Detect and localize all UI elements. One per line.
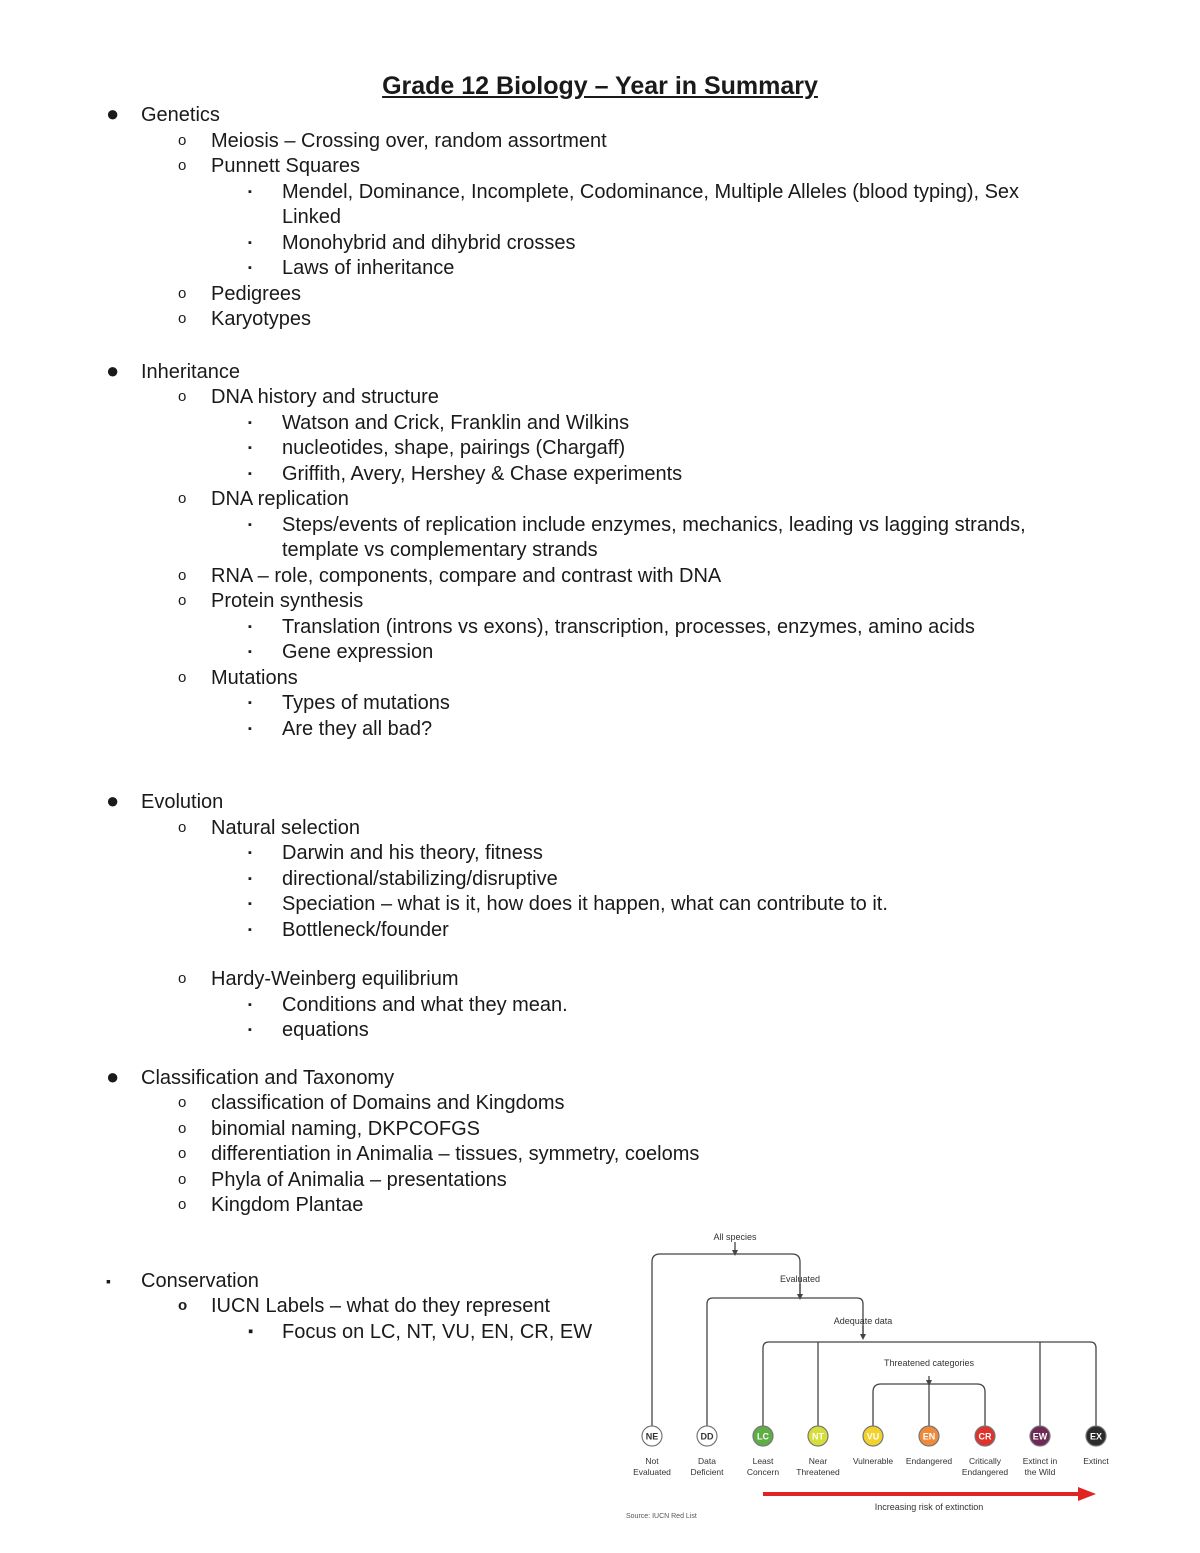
iucn-code-lc: LC	[757, 1431, 769, 1442]
outline-marker-level-3: ▪	[248, 1322, 254, 1340]
iucn-code-dd: DD	[700, 1431, 714, 1442]
iucn-name-line1: Critically	[968, 1456, 1002, 1466]
outline-marker-level-2: o	[178, 1145, 187, 1162]
outline-marker-level-3: ▪	[248, 518, 252, 531]
outline-marker-level-3: ▪	[248, 847, 252, 859]
outline-item-level-3: Focus on LC, NT, VU, EN, CR, EW	[282, 1320, 593, 1343]
iucn-code-ew: EW	[1032, 1431, 1048, 1442]
outline-marker-level-3: ▪	[248, 872, 252, 885]
outline-marker-level-2: o	[178, 1196, 187, 1213]
iucn-name-line1: Endangered	[905, 1456, 953, 1466]
outline-item-level-2: Hardy-Weinberg equilibrium	[211, 968, 459, 990]
outline-marker-level-2: o	[178, 970, 187, 987]
outline-item-level-3: Steps/events of replication include enzymes, mechanics, leading vs lagging strands,	[282, 513, 1026, 536]
risk-label: Increasing risk of extinction	[874, 1502, 984, 1512]
outline-item-level-2: binomial naming, DKPCOFGS	[211, 1117, 480, 1140]
iucn-code-vu: VU	[866, 1431, 880, 1442]
iucn-name-line1: Near	[808, 1456, 828, 1466]
outline-item-level-2: Natural selection	[211, 816, 360, 839]
outline-item-level-2: Mutations	[211, 666, 298, 689]
source-label: Source: IUCN Red List	[626, 1513, 697, 1520]
outline-item-level-3: Griffith, Avery, Hershey & Chase experiments	[282, 462, 683, 485]
outline-marker-level-3: ▪	[248, 185, 252, 198]
iucn-name-line1: Not	[645, 1456, 659, 1466]
threatened-categories-label: Threatened categories	[883, 1358, 975, 1368]
outline-marker-level-2: o	[178, 668, 187, 686]
outline-item-level-2: DNA history and structure	[211, 386, 439, 408]
outline-marker-level-2: o	[178, 1094, 187, 1111]
outline-item-level-3: Monohybrid and dihybrid crosses	[282, 231, 576, 254]
iucn-name-line2: Concern	[746, 1467, 780, 1477]
outline-item-level-3: Translation (introns vs exons), transcription, processes, enzymes, amino acids	[282, 615, 975, 638]
iucn-code-nt: NT	[812, 1431, 824, 1442]
outline-marker-level-3: ▪	[248, 697, 252, 709]
outline-marker-level-3: ▪	[248, 416, 252, 429]
adequate-data-label: Adequate data	[833, 1316, 893, 1326]
outline-item-level-2: Meiosis – Crossing over, random assortment	[211, 129, 607, 152]
outline-item-level-1: Inheritance	[141, 360, 240, 383]
outline-item-level-3: Darwin and his theory, fitness	[282, 842, 543, 864]
document-title: Grade 12 Biology – Year in Summary	[382, 72, 818, 100]
outline-item-level-3: Are they all bad?	[282, 717, 433, 740]
risk-arrow-head	[1078, 1487, 1096, 1501]
iucn-name-line2: the Wild	[1024, 1467, 1056, 1477]
all-species-label: All species	[713, 1232, 757, 1242]
iucn-name-line2: Threatened	[796, 1467, 840, 1477]
outline-item-level-2: Phyla of Animalia – presentations	[211, 1168, 507, 1191]
outline-marker-level-3: ▪	[248, 998, 252, 1011]
outline-marker-level-2: o	[178, 131, 187, 149]
outline-marker-level-3: ▪	[248, 262, 252, 274]
iucn-name-line2: Evaluated	[633, 1467, 671, 1477]
outline-marker-level-1: ●	[106, 788, 120, 813]
iucn-code-en: EN	[922, 1431, 936, 1442]
outline-item-level-2: Kingdom Plantae	[211, 1194, 364, 1216]
outline-item-level-3: Mendel, Dominance, Incomplete, Codominance, Multiple Alleles (blood typing), Sex	[282, 180, 1020, 203]
outline-item-level-2: Protein synthesis	[211, 590, 364, 612]
outline-marker-level-2: o	[178, 310, 187, 327]
outline-marker-level-2: o	[178, 388, 187, 405]
iucn-code-cr: CR	[978, 1431, 992, 1442]
outline-marker-level-2: o	[178, 592, 187, 609]
outline-marker-level-3: ▪	[248, 646, 252, 658]
iucn-name-line2: Endangered	[961, 1467, 1009, 1477]
outline-marker-level-1: ▪	[106, 1272, 111, 1289]
outline-marker-level-3: ▪	[248, 442, 252, 454]
outline-item-level-1: Evolution	[141, 791, 224, 813]
outline-item-level-3: Gene expression	[282, 641, 434, 663]
iucn-name-line1: Data	[698, 1456, 716, 1466]
iucn-categories-diagram	[618, 1226, 1118, 1526]
outline-item-level-3: Watson and Crick, Franklin and Wilkins	[282, 411, 630, 434]
outline-marker-level-2: o	[178, 818, 187, 836]
outline-marker-level-1: ●	[106, 1063, 120, 1089]
outline-item-level-1: Conservation	[141, 1269, 259, 1292]
outline-item-level-3: Linked	[282, 206, 341, 228]
outline-marker-level-2: o	[178, 1119, 187, 1137]
iucn-name-line1: Extinct	[1083, 1456, 1109, 1466]
outline-marker-level-2: o	[178, 566, 187, 584]
outline-item-level-3: template vs complementary strands	[282, 539, 598, 561]
outline-item-level-3: Speciation – what is it, how does it happen, what can contribute to it.	[282, 893, 888, 915]
outline-item-level-3: Bottleneck/founder	[282, 918, 449, 941]
outline-marker-level-1: ●	[106, 101, 120, 126]
outline-marker-level-3: ▪	[248, 1024, 252, 1036]
outline-marker-level-2: o	[178, 490, 187, 507]
outline-marker-level-1: ●	[106, 357, 120, 383]
outline-marker-level-3: ▪	[248, 467, 252, 480]
evaluated-label: Evaluated	[779, 1274, 821, 1284]
outline-item-level-2: differentiation in Animalia – tissues, symmetry, coeloms	[211, 1143, 700, 1165]
outline-marker-level-3: ▪	[248, 236, 252, 249]
outline-item-level-1: Classification and Taxonomy	[141, 1066, 395, 1089]
outline-item-level-3: Laws of inheritance	[282, 257, 455, 279]
outline-item-level-2: DNA replication	[211, 488, 349, 510]
iucn-code-ex: EX	[1089, 1431, 1103, 1442]
outline-marker-level-3: ▪	[248, 923, 252, 936]
outline-item-level-2: Pedigrees	[211, 282, 302, 305]
outline-item-level-3: nucleotides, shape, pairings (Chargaff)	[282, 437, 626, 459]
outline-item-level-3: equations	[282, 1019, 369, 1041]
outline-marker-level-3: ▪	[248, 722, 252, 735]
outline-marker-level-2: o	[178, 1170, 187, 1188]
iucn-name-line2: Deficient	[690, 1467, 724, 1477]
outline-item-level-2: Karyotypes	[211, 308, 312, 330]
iucn-name-line1: Least	[752, 1456, 774, 1466]
outline-item-level-3: Types of mutations	[282, 692, 450, 714]
outline-item-level-2: IUCN Labels – what do they represent	[211, 1295, 551, 1317]
outline-marker-level-3: ▪	[248, 898, 252, 910]
outline-marker-level-2: o	[178, 284, 187, 302]
iucn-code-ne: NE	[645, 1431, 659, 1442]
outline-item-level-3: Conditions and what they mean.	[282, 993, 568, 1016]
iucn-name-line1: Vulnerable	[852, 1456, 894, 1466]
outline-item-level-2: Punnett Squares	[211, 155, 360, 177]
outline-item-level-2: classification of Domains and Kingdoms	[211, 1092, 565, 1114]
outline-item-level-1: Genetics	[141, 104, 220, 126]
outline-marker-level-3: ▪	[248, 620, 252, 633]
outline-item-level-3: directional/stabilizing/disruptive	[282, 867, 558, 890]
iucn-name-line1: Extinct in	[1022, 1456, 1058, 1466]
outline-marker-level-2: o	[178, 157, 187, 174]
outline-marker-level-2: o	[178, 1297, 188, 1314]
outline-item-level-2: RNA – role, components, compare and contrast with DNA	[211, 564, 722, 587]
